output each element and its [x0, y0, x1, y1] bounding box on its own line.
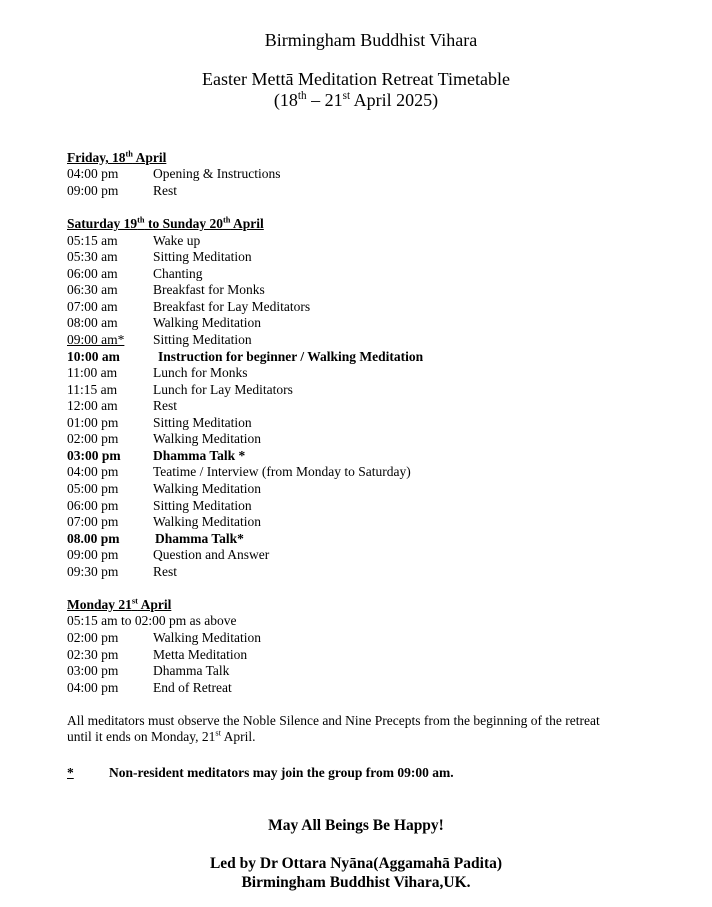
schedule-row: 09:30 pm Rest — [67, 564, 178, 579]
schedule-row-highlight: 03:00 pm Dhamma Talk * — [67, 448, 246, 463]
schedule-row: 06:00 pm Sitting Meditation — [67, 498, 252, 513]
schedule-row: 08:00 am Walking Meditation — [67, 315, 262, 330]
schedule-row: 05:30 am Sitting Meditation — [67, 249, 252, 264]
blessing: May All Beings Be Happy! — [268, 817, 444, 834]
organization-title: Birmingham Buddhist Vihara — [264, 30, 478, 50]
schedule-row: 02:00 pm Walking Meditation — [67, 630, 262, 645]
schedule-row: 02:30 pm Metta Meditation — [67, 647, 248, 662]
schedule-row: 04:00 pm Teatime / Interview (from Monday to Saturday) — [67, 464, 411, 479]
schedule-row: 03:00 pm Dhamma Talk — [67, 663, 230, 678]
footnote-text: Non-resident meditators may join the group from 09:00 am. — [109, 765, 454, 780]
schedule-row: 04:00 pm Opening & Instructions — [67, 166, 281, 181]
schedule-row: 09:00 pm Question and Answer — [67, 547, 270, 562]
schedule-row: 09:00 am* Sitting Meditation — [67, 332, 252, 347]
schedule-row: 04:00 pm End of Retreat — [67, 680, 232, 695]
monday-heading: Monday 21st April — [67, 596, 172, 612]
footnote — [67, 765, 454, 781]
schedule-row: 09:00 pm Rest — [67, 183, 178, 198]
footnote-marker: * — [67, 765, 74, 780]
schedule-row: 12:00 am Rest — [67, 398, 178, 413]
schedule-row: 07:00 am Breakfast for Lay Meditators — [67, 299, 311, 314]
schedule-row: 01:00 pm Sitting Meditation — [67, 415, 252, 430]
schedule-row: 05:15 am to 02:00 pm as above — [67, 613, 237, 628]
schedule-row-highlight: 10:00 am Instruction for beginner / Walking Meditation — [67, 349, 424, 364]
notice-line-2: until it ends on Monday, 21st April. — [67, 728, 256, 744]
schedule-row: 06:00 am Chanting — [67, 266, 203, 281]
schedule-row: 02:00 pm Walking Meditation — [67, 431, 262, 446]
schedule-row: 11:00 am Lunch for Monks — [67, 365, 248, 380]
organization-footer: Birmingham Buddhist Vihara,UK. — [241, 874, 471, 891]
schedule-row: 07:00 pm Walking Meditation — [67, 514, 262, 529]
friday-heading: Friday, 18th April — [67, 149, 167, 165]
schedule-row: 11:15 am Lunch for Lay Meditators — [67, 382, 293, 397]
retreat-title: Easter Mettā Meditation Retreat Timetable — [202, 69, 510, 89]
notice-line-1: All meditators must observe the Noble Silence and Nine Precepts from the beginning of the retreat — [67, 713, 600, 728]
weekend-heading: Saturday 19th to Sunday 20th April — [67, 215, 264, 231]
schedule-row: 05:00 pm Walking Meditation — [67, 481, 262, 496]
schedule-row: 06:30 am Breakfast for Monks — [67, 282, 265, 297]
led-by: Led by Dr Ottara Nyāna(Aggamahā Padita) — [209, 855, 503, 872]
retreat-dates: (18th – 21st April 2025) — [273, 90, 439, 110]
schedule-row-highlight: 08.00 pm Dhamma Talk* — [67, 531, 244, 546]
schedule-row: 05:15 am Wake up — [67, 233, 201, 248]
